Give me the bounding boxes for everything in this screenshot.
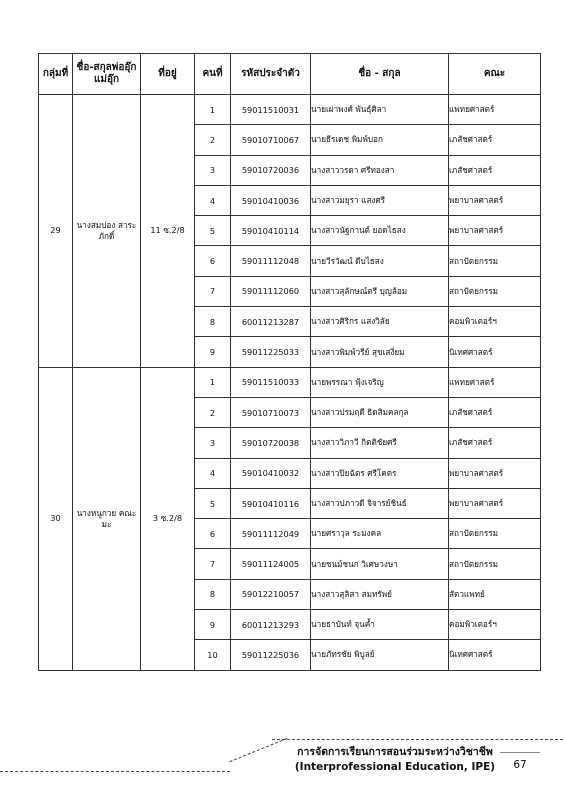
member-name: นายชนม์ชนก วิเศษวงษา: [311, 549, 449, 579]
member-faculty: พยาบาลศาสตร์: [449, 185, 541, 215]
footer-divider-right: [272, 739, 563, 740]
group-number: 29: [39, 95, 73, 368]
member-id: 59010410032: [231, 458, 311, 488]
member-number: 8: [195, 307, 231, 337]
member-number: 7: [195, 276, 231, 306]
member-number: 1: [195, 95, 231, 125]
member-number: 2: [195, 125, 231, 155]
member-name: นางสาวศิริกร แสงวิลัย: [311, 307, 449, 337]
member-id: 59011510033: [231, 367, 311, 397]
member-id: 59010710067: [231, 125, 311, 155]
member-name: นายธาบันท์ จุนค้ำ: [311, 610, 449, 640]
member-number: 7: [195, 549, 231, 579]
member-name: นางสาวสุลักษณ์ตรี บุญล้อม: [311, 276, 449, 306]
member-number: 4: [195, 185, 231, 215]
footer-title: [290, 745, 500, 775]
member-faculty: คอมพิวเตอร์ฯ: [449, 307, 541, 337]
member-id: 60011213293: [231, 610, 311, 640]
member-name: นายวีรวัฒน์ ดีบไธสง: [311, 246, 449, 276]
member-id: 59010410114: [231, 216, 311, 246]
member-name: นายพรรณา ฟุ้งเจริญ: [311, 367, 449, 397]
member-id: 59011124005: [231, 549, 311, 579]
member-id: 59011112060: [231, 276, 311, 306]
member-name: นางสาววรดา ศรีทองสา: [311, 155, 449, 185]
header-name: ชื่อ - สกุล: [311, 54, 449, 95]
member-number: 5: [195, 488, 231, 518]
member-number: 10: [195, 640, 231, 670]
header-advisor: ชื่อ-สกุลพ่ออุ๊กแม่อุ๊ก: [73, 54, 141, 95]
member-id: 59010720038: [231, 428, 311, 458]
member-number: 3: [195, 155, 231, 185]
footer-title-thai: การจัดการเรียนการสอนร่วมระหว่างวิชาชีพ: [297, 746, 493, 758]
member-id: 59010710073: [231, 397, 311, 427]
member-faculty: แพทยศาสตร์: [449, 95, 541, 125]
roster-table: [38, 53, 541, 671]
member-number: 8: [195, 579, 231, 609]
member-number: 1: [195, 367, 231, 397]
page-number: 67: [500, 752, 540, 771]
group-number: 30: [39, 367, 73, 670]
member-faculty: เภสัชศาสตร์: [449, 155, 541, 185]
member-faculty: เภสัชศาสตร์: [449, 125, 541, 155]
member-name: นางสาวปภาวดี จิจารย์ชินธ์: [311, 488, 449, 518]
member-id: 59010410116: [231, 488, 311, 518]
footer-divider-left: [0, 771, 230, 772]
member-faculty: สัตวแพทย์: [449, 579, 541, 609]
table-row: [39, 367, 541, 397]
footer-title-english: (Interprofessional Education, IPE): [294, 761, 496, 774]
header-faculty: คณะ: [449, 54, 541, 95]
member-name: นางสาวพิมพ์วรีย์ สุขเสงี่ยม: [311, 337, 449, 367]
member-number: 9: [195, 337, 231, 367]
member-number: 6: [195, 519, 231, 549]
member-id: 59011225036: [231, 640, 311, 670]
group-advisor: นางหนูกวย คณะมะ: [73, 367, 141, 670]
footer-divider-slant: [229, 738, 287, 762]
member-name: นางสาวปิยฉัตร ศรีโคตร: [311, 458, 449, 488]
member-id: 59011112049: [231, 519, 311, 549]
member-number: 6: [195, 246, 231, 276]
member-faculty: คอมพิวเตอร์ฯ: [449, 610, 541, 640]
header-row: [39, 54, 541, 95]
member-id: 59010410036: [231, 185, 311, 215]
member-id: 59011225033: [231, 337, 311, 367]
member-id: 59010720036: [231, 155, 311, 185]
member-faculty: นิเทศศาสตร์: [449, 337, 541, 367]
group-advisor: นางสมปอง สาระภักดิ์: [73, 95, 141, 368]
header-location: ที่อยู่: [141, 54, 195, 95]
member-faculty: สถาปัตยกรรม: [449, 246, 541, 276]
member-name: นายศราวุล ระมงคล: [311, 519, 449, 549]
member-faculty: เภสัชศาสตร์: [449, 397, 541, 427]
member-faculty: เภสัชศาสตร์: [449, 428, 541, 458]
member-number: 5: [195, 216, 231, 246]
group-location: 11 ซ.2/8: [141, 95, 195, 368]
table-row: [39, 95, 541, 125]
member-name: นางสาววิภาวี กิตติชัยศรี: [311, 428, 449, 458]
member-name: นางสาวนัฐกานต์ ยอดไธสง: [311, 216, 449, 246]
member-number: 2: [195, 397, 231, 427]
member-faculty: สถาปัตยกรรม: [449, 276, 541, 306]
member-id: 59011112048: [231, 246, 311, 276]
group-location: 3 ซ.2/8: [141, 367, 195, 670]
member-faculty: พยาบาลศาสตร์: [449, 488, 541, 518]
member-faculty: พยาบาลศาสตร์: [449, 458, 541, 488]
member-id: 59011510031: [231, 95, 311, 125]
member-faculty: แพทยศาสตร์: [449, 367, 541, 397]
header-student-id: รหัสประจำตัว: [231, 54, 311, 95]
member-name: นางสาวสุลิสา สมทรัพย์: [311, 579, 449, 609]
member-name: นายภัทรชัย พิบูลย์: [311, 640, 449, 670]
member-number: 4: [195, 458, 231, 488]
member-id: 60011213287: [231, 307, 311, 337]
member-faculty: สถาปัตยกรรม: [449, 519, 541, 549]
member-faculty: สถาปัตยกรรม: [449, 549, 541, 579]
member-name: นางสาวปรมฤดี ธิดสิมคลกุล: [311, 397, 449, 427]
member-name: นายเผ่าพงศ์ พันธุ์ศิลา: [311, 95, 449, 125]
member-name: นายธีรเดช พิมพ์บอก: [311, 125, 449, 155]
member-name: นางสาวมยุรา แสงศรี: [311, 185, 449, 215]
header-number: คนที่: [195, 54, 231, 95]
member-id: 59012210057: [231, 579, 311, 609]
member-number: 3: [195, 428, 231, 458]
member-number: 9: [195, 610, 231, 640]
member-faculty: พยาบาลศาสตร์: [449, 216, 541, 246]
header-group: กลุ่มที่: [39, 54, 73, 95]
member-faculty: นิเทศศาสตร์: [449, 640, 541, 670]
